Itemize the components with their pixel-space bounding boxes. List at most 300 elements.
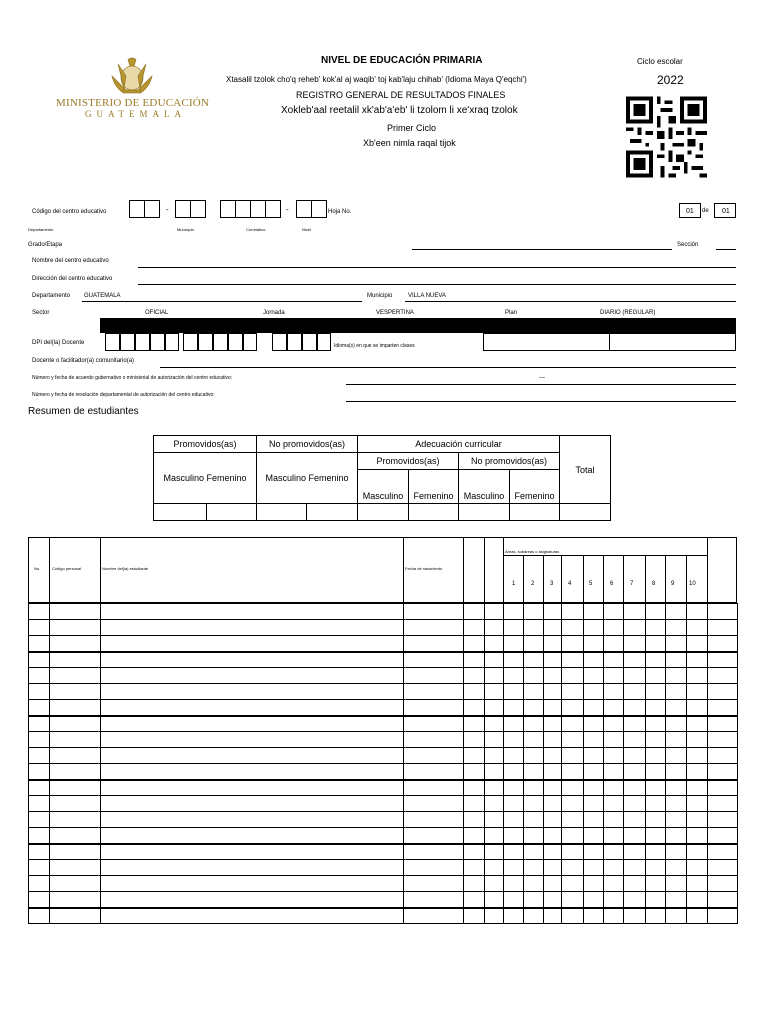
- table-cell[interactable]: [504, 892, 524, 908]
- table-cell[interactable]: [708, 620, 738, 636]
- table-cell[interactable]: [485, 684, 504, 700]
- table-cell[interactable]: [666, 860, 687, 876]
- table-cell[interactable]: [404, 780, 464, 796]
- table-cell[interactable]: [101, 732, 404, 748]
- table-cell[interactable]: [544, 844, 562, 860]
- table-cell[interactable]: [50, 748, 101, 764]
- table-cell[interactable]: [29, 812, 50, 828]
- table-cell[interactable]: [624, 876, 646, 892]
- table-cell[interactable]: [404, 844, 464, 860]
- table-cell[interactable]: [524, 892, 544, 908]
- table-cell[interactable]: [624, 668, 646, 684]
- table-cell[interactable]: [464, 668, 485, 684]
- table-cell[interactable]: [687, 812, 708, 828]
- table-cell[interactable]: [584, 700, 604, 716]
- table-cell[interactable]: [29, 764, 50, 780]
- table-cell[interactable]: [50, 860, 101, 876]
- table-cell[interactable]: [646, 668, 666, 684]
- table-cell[interactable]: [464, 892, 485, 908]
- table-cell[interactable]: [666, 716, 687, 732]
- table-cell[interactable]: [646, 620, 666, 636]
- table-cell[interactable]: [29, 844, 50, 860]
- table-cell[interactable]: [464, 796, 485, 812]
- table-cell[interactable]: [504, 844, 524, 860]
- table-cell[interactable]: [29, 732, 50, 748]
- table-cell[interactable]: [687, 828, 708, 844]
- table-cell[interactable]: [524, 828, 544, 844]
- table-cell[interactable]: [504, 684, 524, 700]
- table-cell[interactable]: [524, 668, 544, 684]
- table-cell[interactable]: [687, 876, 708, 892]
- table-cell[interactable]: [666, 668, 687, 684]
- table-cell[interactable]: [504, 908, 524, 924]
- table-cell[interactable]: [584, 796, 604, 812]
- table-cell[interactable]: [504, 732, 524, 748]
- table-cell[interactable]: [485, 828, 504, 844]
- table-cell[interactable]: [544, 908, 562, 924]
- table-cell[interactable]: [604, 892, 624, 908]
- table-cell[interactable]: [604, 860, 624, 876]
- table-cell[interactable]: [687, 636, 708, 652]
- table-cell[interactable]: [404, 764, 464, 780]
- table-cell[interactable]: [584, 636, 604, 652]
- table-cell[interactable]: [524, 700, 544, 716]
- table-cell[interactable]: [404, 828, 464, 844]
- table-cell[interactable]: [666, 796, 687, 812]
- table-cell[interactable]: [584, 716, 604, 732]
- table-cell[interactable]: [544, 780, 562, 796]
- table-cell[interactable]: [624, 860, 646, 876]
- table-cell[interactable]: [646, 700, 666, 716]
- table-cell[interactable]: [404, 684, 464, 700]
- table-cell[interactable]: [624, 812, 646, 828]
- table-cell[interactable]: [504, 780, 524, 796]
- table-cell[interactable]: [562, 828, 584, 844]
- table-cell[interactable]: [464, 860, 485, 876]
- table-cell[interactable]: [562, 876, 584, 892]
- table-cell[interactable]: [50, 892, 101, 908]
- table-cell[interactable]: [485, 636, 504, 652]
- table-cell[interactable]: [708, 604, 738, 620]
- table-cell[interactable]: [708, 668, 738, 684]
- table-cell[interactable]: [101, 636, 404, 652]
- table-cell[interactable]: [29, 636, 50, 652]
- table-cell[interactable]: [544, 828, 562, 844]
- table-cell[interactable]: [687, 652, 708, 668]
- table-cell[interactable]: [101, 908, 404, 924]
- table-cell[interactable]: [562, 796, 584, 812]
- table-cell[interactable]: [464, 876, 485, 892]
- table-cell[interactable]: [544, 860, 562, 876]
- sheet-number[interactable]: 01: [686, 208, 694, 215]
- table-cell[interactable]: [604, 764, 624, 780]
- table-cell[interactable]: [404, 652, 464, 668]
- table-cell[interactable]: [485, 732, 504, 748]
- table-cell[interactable]: [504, 812, 524, 828]
- table-cell[interactable]: [584, 780, 604, 796]
- table-cell[interactable]: [604, 716, 624, 732]
- table-cell[interactable]: [708, 748, 738, 764]
- table-cell[interactable]: [464, 748, 485, 764]
- table-cell[interactable]: [29, 716, 50, 732]
- table-cell[interactable]: [646, 748, 666, 764]
- table-cell[interactable]: [562, 636, 584, 652]
- table-cell[interactable]: [687, 716, 708, 732]
- table-cell[interactable]: [544, 876, 562, 892]
- table-cell[interactable]: [604, 636, 624, 652]
- table-cell[interactable]: [404, 636, 464, 652]
- table-cell[interactable]: [464, 780, 485, 796]
- table-cell[interactable]: [708, 812, 738, 828]
- table-cell[interactable]: [524, 844, 544, 860]
- table-cell[interactable]: [29, 684, 50, 700]
- table-cell[interactable]: [687, 844, 708, 860]
- table-cell[interactable]: [101, 876, 404, 892]
- table-cell[interactable]: [584, 684, 604, 700]
- table-cell[interactable]: [485, 908, 504, 924]
- table-cell[interactable]: [101, 860, 404, 876]
- table-cell[interactable]: [708, 876, 738, 892]
- table-cell[interactable]: [544, 796, 562, 812]
- table-cell[interactable]: [624, 844, 646, 860]
- table-cell[interactable]: [101, 892, 404, 908]
- table-cell[interactable]: [604, 876, 624, 892]
- table-cell[interactable]: [504, 764, 524, 780]
- table-cell[interactable]: [464, 828, 485, 844]
- table-cell[interactable]: [524, 620, 544, 636]
- table-cell[interactable]: [562, 764, 584, 780]
- table-cell[interactable]: [485, 652, 504, 668]
- table-cell[interactable]: [687, 764, 708, 780]
- table-cell[interactable]: [464, 700, 485, 716]
- table-cell[interactable]: [666, 812, 687, 828]
- table-cell[interactable]: [101, 812, 404, 828]
- table-cell[interactable]: [584, 620, 604, 636]
- table-cell[interactable]: [708, 684, 738, 700]
- table-cell[interactable]: [666, 652, 687, 668]
- table-cell[interactable]: [708, 764, 738, 780]
- table-cell[interactable]: [562, 780, 584, 796]
- table-cell[interactable]: [624, 700, 646, 716]
- table-cell[interactable]: [646, 908, 666, 924]
- table-cell[interactable]: [584, 764, 604, 780]
- table-cell[interactable]: [708, 892, 738, 908]
- table-cell[interactable]: [708, 716, 738, 732]
- resolution-field[interactable]: [346, 401, 736, 402]
- table-cell[interactable]: [687, 684, 708, 700]
- table-cell[interactable]: [50, 812, 101, 828]
- table-cell[interactable]: [624, 604, 646, 620]
- table-cell[interactable]: [544, 684, 562, 700]
- table-cell[interactable]: [29, 700, 50, 716]
- table-cell[interactable]: [708, 700, 738, 716]
- table-cell[interactable]: [464, 620, 485, 636]
- table-cell[interactable]: [504, 860, 524, 876]
- table-cell[interactable]: [524, 652, 544, 668]
- table-cell[interactable]: [604, 684, 624, 700]
- table-cell[interactable]: [485, 668, 504, 684]
- table-cell[interactable]: [544, 700, 562, 716]
- table-cell[interactable]: [50, 732, 101, 748]
- table-cell[interactable]: [562, 700, 584, 716]
- table-cell[interactable]: [646, 780, 666, 796]
- table-cell[interactable]: [524, 796, 544, 812]
- table-cell[interactable]: [544, 716, 562, 732]
- table-cell[interactable]: [504, 620, 524, 636]
- table-cell[interactable]: [524, 812, 544, 828]
- table-cell[interactable]: [646, 652, 666, 668]
- table-cell[interactable]: [101, 748, 404, 764]
- table-cell[interactable]: [562, 684, 584, 700]
- table-cell[interactable]: [624, 652, 646, 668]
- table-cell[interactable]: [101, 668, 404, 684]
- table-cell[interactable]: [666, 892, 687, 908]
- table-cell[interactable]: [524, 732, 544, 748]
- table-cell[interactable]: [50, 844, 101, 860]
- table-cell[interactable]: [29, 908, 50, 924]
- table-cell[interactable]: [485, 604, 504, 620]
- table-cell[interactable]: [404, 716, 464, 732]
- table-cell[interactable]: [101, 844, 404, 860]
- table-cell[interactable]: [485, 716, 504, 732]
- table-cell[interactable]: [101, 796, 404, 812]
- table-cell[interactable]: [604, 812, 624, 828]
- table-cell[interactable]: [524, 716, 544, 732]
- table-cell[interactable]: [708, 780, 738, 796]
- table-cell[interactable]: [604, 908, 624, 924]
- table-cell[interactable]: [624, 620, 646, 636]
- table-cell[interactable]: [504, 748, 524, 764]
- table-cell[interactable]: [524, 748, 544, 764]
- table-cell[interactable]: [485, 796, 504, 812]
- table-cell[interactable]: [584, 748, 604, 764]
- table-cell[interactable]: [604, 844, 624, 860]
- table-cell[interactable]: [50, 764, 101, 780]
- table-cell[interactable]: [687, 860, 708, 876]
- table-cell[interactable]: [50, 876, 101, 892]
- table-cell[interactable]: [562, 860, 584, 876]
- table-cell[interactable]: [562, 604, 584, 620]
- table-cell[interactable]: [50, 828, 101, 844]
- table-cell[interactable]: [646, 636, 666, 652]
- table-cell[interactable]: [50, 716, 101, 732]
- table-cell[interactable]: [485, 812, 504, 828]
- table-cell[interactable]: [562, 732, 584, 748]
- table-cell[interactable]: [29, 652, 50, 668]
- table-cell[interactable]: [485, 892, 504, 908]
- table-cell[interactable]: [404, 732, 464, 748]
- table-cell[interactable]: [404, 860, 464, 876]
- table-cell[interactable]: [101, 764, 404, 780]
- table-cell[interactable]: [29, 780, 50, 796]
- table-cell[interactable]: [562, 844, 584, 860]
- table-cell[interactable]: [504, 876, 524, 892]
- table-cell[interactable]: [666, 620, 687, 636]
- table-cell[interactable]: [604, 620, 624, 636]
- table-cell[interactable]: [544, 812, 562, 828]
- table-cell[interactable]: [464, 604, 485, 620]
- table-cell[interactable]: [666, 908, 687, 924]
- table-cell[interactable]: [50, 908, 101, 924]
- sheet-total[interactable]: 01: [722, 208, 730, 215]
- table-cell[interactable]: [29, 876, 50, 892]
- table-cell[interactable]: [624, 828, 646, 844]
- table-cell[interactable]: [544, 892, 562, 908]
- section-field[interactable]: [716, 249, 736, 250]
- table-cell[interactable]: [708, 652, 738, 668]
- table-cell[interactable]: [485, 860, 504, 876]
- school-address-field[interactable]: [138, 284, 736, 285]
- table-cell[interactable]: [504, 716, 524, 732]
- table-cell[interactable]: [50, 780, 101, 796]
- table-cell[interactable]: [687, 700, 708, 716]
- table-cell[interactable]: [404, 876, 464, 892]
- table-cell[interactable]: [50, 684, 101, 700]
- table-cell[interactable]: [404, 908, 464, 924]
- table-cell[interactable]: [562, 892, 584, 908]
- table-cell[interactable]: [624, 716, 646, 732]
- table-cell[interactable]: [624, 908, 646, 924]
- table-cell[interactable]: [464, 716, 485, 732]
- table-cell[interactable]: [624, 748, 646, 764]
- table-cell[interactable]: [687, 892, 708, 908]
- table-cell[interactable]: [404, 668, 464, 684]
- table-cell[interactable]: [666, 780, 687, 796]
- table-cell[interactable]: [666, 748, 687, 764]
- table-cell[interactable]: [544, 764, 562, 780]
- table-cell[interactable]: [504, 668, 524, 684]
- table-cell[interactable]: [687, 748, 708, 764]
- table-cell[interactable]: [646, 844, 666, 860]
- table-cell[interactable]: [624, 780, 646, 796]
- table-cell[interactable]: [604, 732, 624, 748]
- table-cell[interactable]: [101, 828, 404, 844]
- table-cell[interactable]: [524, 604, 544, 620]
- table-cell[interactable]: [29, 604, 50, 620]
- table-cell[interactable]: [604, 652, 624, 668]
- table-cell[interactable]: [646, 812, 666, 828]
- table-cell[interactable]: [485, 620, 504, 636]
- table-cell[interactable]: [29, 796, 50, 812]
- table-cell[interactable]: [708, 908, 738, 924]
- table-cell[interactable]: [687, 604, 708, 620]
- table-cell[interactable]: [485, 780, 504, 796]
- table-cell[interactable]: [464, 764, 485, 780]
- table-cell[interactable]: [464, 732, 485, 748]
- table-cell[interactable]: [101, 684, 404, 700]
- table-cell[interactable]: [464, 636, 485, 652]
- table-cell[interactable]: [101, 652, 404, 668]
- table-cell[interactable]: [687, 668, 708, 684]
- table-cell[interactable]: [404, 892, 464, 908]
- table-cell[interactable]: [544, 604, 562, 620]
- table-cell[interactable]: [624, 732, 646, 748]
- table-cell[interactable]: [50, 604, 101, 620]
- teacher-field[interactable]: [160, 367, 736, 368]
- table-cell[interactable]: [50, 796, 101, 812]
- table-cell[interactable]: [708, 796, 738, 812]
- table-cell[interactable]: [524, 636, 544, 652]
- table-cell[interactable]: [646, 764, 666, 780]
- table-cell[interactable]: [464, 908, 485, 924]
- table-cell[interactable]: [624, 796, 646, 812]
- table-cell[interactable]: [584, 892, 604, 908]
- table-cell[interactable]: [101, 716, 404, 732]
- table-cell[interactable]: [544, 652, 562, 668]
- table-cell[interactable]: [666, 732, 687, 748]
- table-cell[interactable]: [687, 620, 708, 636]
- table-cell[interactable]: [666, 844, 687, 860]
- table-cell[interactable]: [485, 844, 504, 860]
- table-cell[interactable]: [544, 620, 562, 636]
- table-cell[interactable]: [666, 604, 687, 620]
- table-cell[interactable]: [687, 780, 708, 796]
- table-cell[interactable]: [404, 620, 464, 636]
- table-cell[interactable]: [687, 908, 708, 924]
- table-cell[interactable]: [504, 636, 524, 652]
- table-cell[interactable]: [624, 684, 646, 700]
- table-cell[interactable]: [666, 828, 687, 844]
- table-cell[interactable]: [50, 700, 101, 716]
- table-cell[interactable]: [562, 716, 584, 732]
- table-cell[interactable]: [584, 668, 604, 684]
- table-cell[interactable]: [524, 860, 544, 876]
- table-cell[interactable]: [464, 844, 485, 860]
- table-cell[interactable]: [50, 620, 101, 636]
- table-cell[interactable]: [504, 604, 524, 620]
- table-cell[interactable]: [646, 732, 666, 748]
- table-cell[interactable]: [404, 700, 464, 716]
- table-cell[interactable]: [666, 684, 687, 700]
- table-cell[interactable]: [687, 796, 708, 812]
- table-cell[interactable]: [562, 908, 584, 924]
- table-cell[interactable]: [604, 748, 624, 764]
- table-cell[interactable]: [50, 636, 101, 652]
- table-cell[interactable]: [584, 844, 604, 860]
- table-cell[interactable]: [666, 636, 687, 652]
- table-cell[interactable]: [544, 732, 562, 748]
- table-cell[interactable]: [524, 764, 544, 780]
- table-cell[interactable]: [524, 876, 544, 892]
- table-cell[interactable]: [504, 796, 524, 812]
- table-cell[interactable]: [464, 684, 485, 700]
- table-cell[interactable]: [544, 636, 562, 652]
- table-cell[interactable]: [101, 604, 404, 620]
- table-cell[interactable]: [485, 876, 504, 892]
- table-cell[interactable]: [524, 908, 544, 924]
- table-cell[interactable]: [485, 748, 504, 764]
- table-cell[interactable]: [604, 828, 624, 844]
- table-cell[interactable]: [646, 716, 666, 732]
- table-cell[interactable]: [404, 812, 464, 828]
- table-cell[interactable]: [646, 860, 666, 876]
- table-cell[interactable]: [464, 652, 485, 668]
- table-cell[interactable]: [50, 668, 101, 684]
- table-cell[interactable]: [562, 620, 584, 636]
- table-cell[interactable]: [524, 780, 544, 796]
- table-cell[interactable]: [524, 684, 544, 700]
- table-cell[interactable]: [584, 732, 604, 748]
- table-cell[interactable]: [646, 828, 666, 844]
- table-cell[interactable]: [584, 908, 604, 924]
- table-cell[interactable]: [544, 668, 562, 684]
- table-cell[interactable]: [584, 812, 604, 828]
- table-cell[interactable]: [485, 700, 504, 716]
- table-cell[interactable]: [604, 604, 624, 620]
- table-cell[interactable]: [504, 652, 524, 668]
- agreement-field[interactable]: [346, 384, 736, 385]
- table-cell[interactable]: [29, 828, 50, 844]
